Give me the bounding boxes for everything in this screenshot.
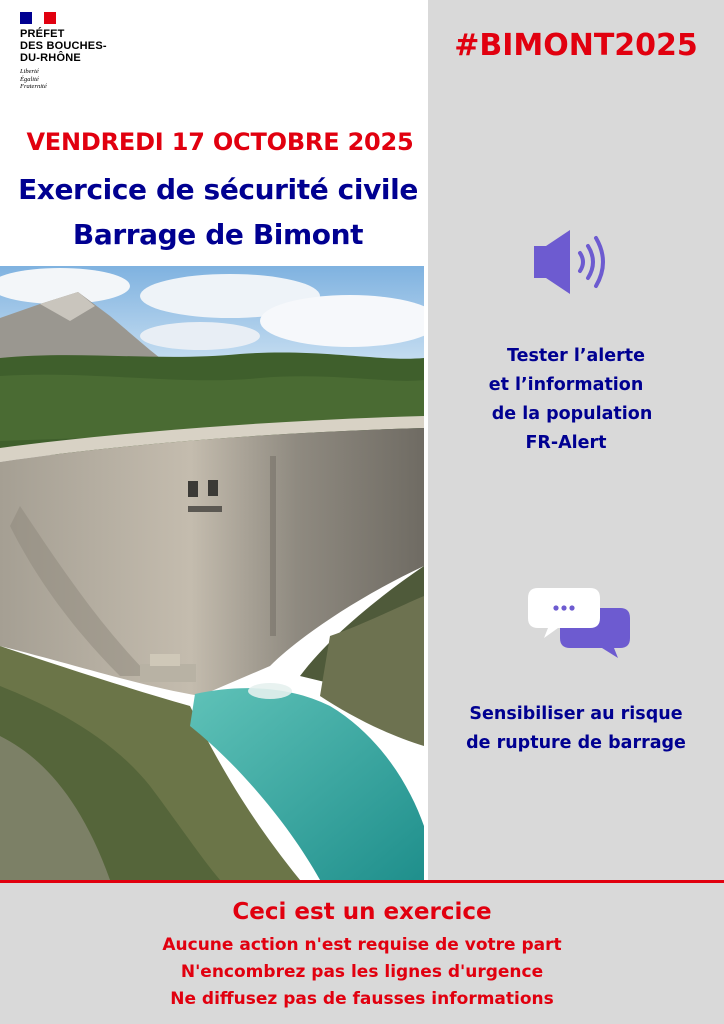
title-line-2: Barrage de Bimont [72, 218, 364, 251]
feature-alert-line-2: et l’information [488, 375, 644, 395]
motto-fraternite: Fraternité [20, 83, 47, 90]
logo-line-1: PRÉFET [20, 28, 65, 40]
banner-title: Ceci est un exercice [232, 899, 492, 925]
event-date: VENDREDI 17 OCTOBRE 2025 [26, 128, 414, 156]
banner-line-1: Aucune action n'est requise de votre part [162, 935, 562, 955]
feature-alert-line-3: de la population [491, 404, 653, 424]
feature-risk-text [428, 700, 724, 758]
prefecture-logo [20, 12, 150, 91]
marianne-flag-icon [20, 12, 56, 24]
banner-line-3: Ne diffusez pas de fausses informations [170, 989, 554, 1009]
feature-alert-line-4: FR-Alert [525, 433, 607, 453]
dam-photo [0, 266, 424, 880]
logo-line-3: DU-RHÔNE [20, 52, 81, 64]
exercise-banner [0, 880, 724, 1024]
title-line-1: Exercice de sécurité civile [18, 173, 418, 206]
feature-alert-line-1: Tester l’alerte [506, 346, 646, 366]
hashtag: #BIMONT2025 [454, 28, 698, 63]
feature-alert-text [428, 342, 724, 458]
motto-liberte: Liberté [20, 68, 39, 75]
feature-risk-line-2: de rupture de barrage [466, 733, 686, 753]
logo-motto [20, 68, 150, 91]
motto-egalite: Égalité [20, 75, 39, 83]
logo-line-2: DES BOUCHES- [20, 40, 107, 52]
chat-bubbles-icon [528, 586, 634, 658]
banner-line-2: N'encombrez pas les lignes d'urgence [180, 962, 544, 982]
feature-risk-line-1: Sensibiliser au risque [469, 704, 683, 724]
speaker-icon [530, 226, 620, 298]
